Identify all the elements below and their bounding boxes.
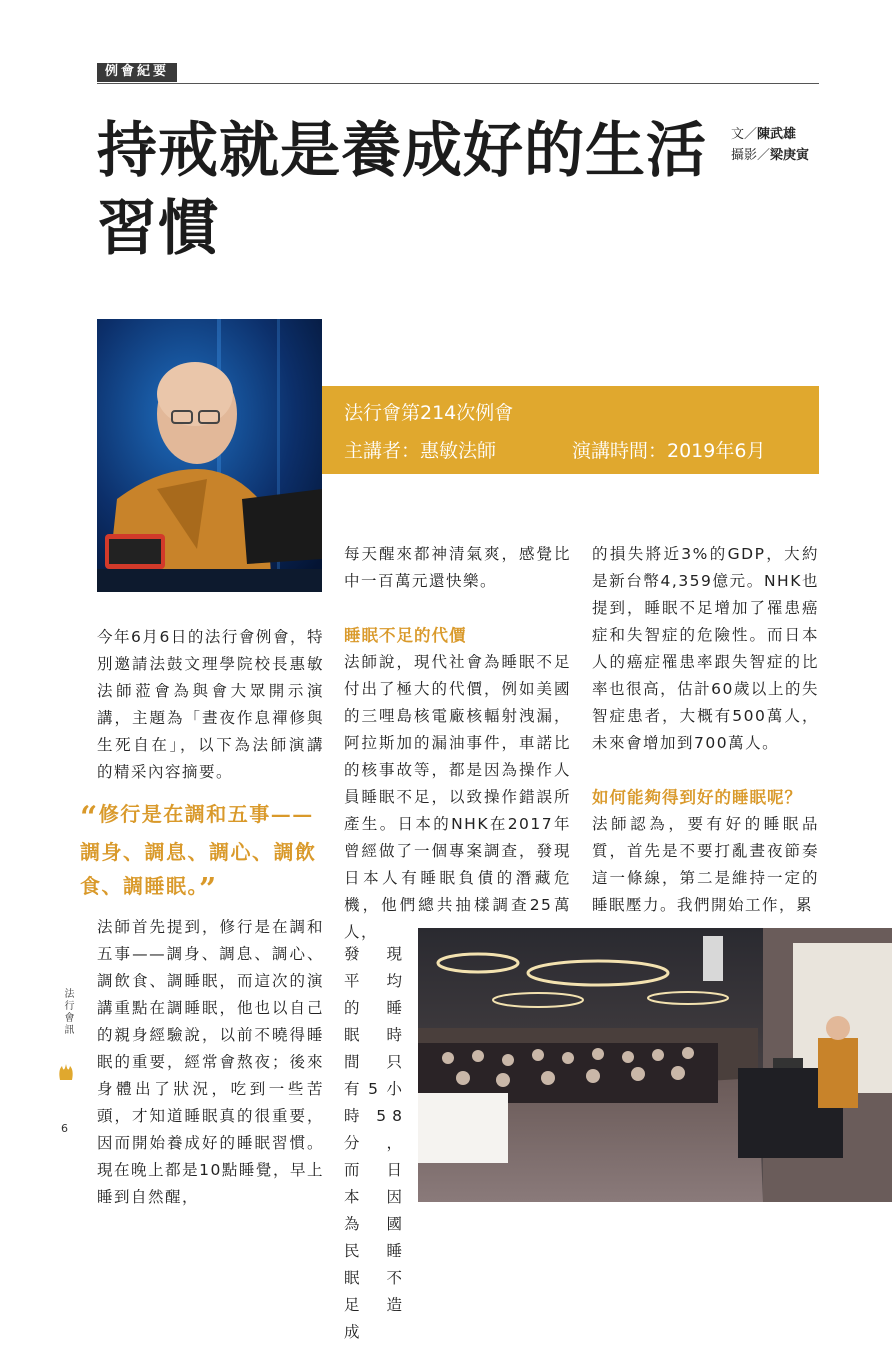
author-line bbox=[731, 124, 809, 145]
column-1-body bbox=[97, 914, 324, 1211]
narrow-paragraph: 發現平均的睡眠時間只有5小時58分，而日本因為國民睡眠不足造成 bbox=[344, 945, 408, 1341]
body-paragraph: 法師說，現代社會為睡眠不足付出了極大的代價，例如美國的三哩島核電廠核輻射洩漏，阿拉斯加的漏油事件，車諾比的核事故等，都是因為操作人員睡眠不足，以致操作錯誤所產生。日本的NHK在2017年曾經做了一個專案調查，發現日本人有睡眠負債的潛藏危機，他們總共抽樣調查25萬人， bbox=[344, 653, 571, 941]
section-label: 例會紀要 bbox=[97, 63, 177, 82]
event-banner bbox=[322, 386, 819, 474]
article-title: 持戒就是養成好的生活習慣 bbox=[97, 116, 707, 264]
column-2 bbox=[344, 541, 571, 946]
speaker-label: 主講者：惠敏法師 bbox=[344, 440, 497, 462]
magazine-logo-icon bbox=[58, 1060, 74, 1082]
magazine-vertical-title: 法行會訊 bbox=[62, 988, 73, 1036]
author-name: 陳武雄 bbox=[757, 127, 797, 142]
photo-prefix: 攝影／ bbox=[731, 148, 771, 163]
byline bbox=[731, 124, 809, 166]
column-2-narrow bbox=[344, 941, 408, 1346]
page-number: 6 bbox=[61, 1122, 68, 1135]
body-paragraph: 的損失將近3%的GDP，大約是新台幣4,359億元。NHK也提到，睡眠不足增加了罹患癌症和失智症的危險性。而日本人的癌症罹患率跟失智症的比率也很高，估計60歲以上的失智症患者，大概有500萬人，未來會增加到700萬人。 bbox=[592, 545, 819, 752]
pull-quote bbox=[80, 797, 324, 907]
column-1-intro bbox=[97, 624, 324, 786]
speaker-portrait-image bbox=[97, 319, 322, 592]
subheading-cost-of-sleep-loss: 睡眠不足的代價 bbox=[344, 626, 467, 645]
quote-open-mark: “ bbox=[80, 800, 99, 835]
photographer-line bbox=[731, 145, 809, 166]
continued-paragraph: 每天醒來都神清氣爽，感覺比中一百萬元還快樂。 bbox=[344, 545, 571, 590]
quote-text: 修行是在調和五事——調身、調息、調心、調飲食、調睡眠。 bbox=[80, 802, 317, 898]
talk-date: 演講時間：2019年6月 bbox=[572, 440, 766, 462]
lecture-hall-photo bbox=[418, 928, 892, 1202]
quote-close-mark: ” bbox=[199, 872, 218, 907]
header-rule bbox=[97, 83, 819, 84]
author-prefix: 文／ bbox=[731, 127, 758, 142]
column-3 bbox=[592, 541, 819, 919]
subheading-good-sleep: 如何能夠得到好的睡眠呢？ bbox=[592, 788, 802, 807]
photographer-name: 梁庚寅 bbox=[770, 148, 810, 163]
body-paragraph: 法師認為，要有好的睡眠品質，首先是不要打亂晝夜節奏這一條線，第二是維持一定的睡眠壓力。我們開始工作，累 bbox=[592, 815, 819, 914]
intro-paragraph: 今年6月6日的法行會例會，特別邀請法鼓文理學院校長惠敏法師蒞會為與會大眾開示演講，主題為「晝夜作息禪修與生死自在」，以下為法師演講的精采內容摘要。 bbox=[97, 628, 324, 781]
event-title: 法行會第214次例會 bbox=[344, 402, 514, 424]
body-paragraph: 法師首先提到，修行是在調和五事——調身、調息、調心、調飲食、調睡眠，而這次的演講重點在調睡眠，他也以自己的親身經驗說，以前不曉得睡眠的重要，經常會熬夜；後來身體出了狀況，吃到一些苦頭，才知道睡眠真的很重要，因而開始養成好的睡眠習慣。現在晚上都是10點睡覺，早上睡到自然醒， bbox=[97, 918, 324, 1206]
